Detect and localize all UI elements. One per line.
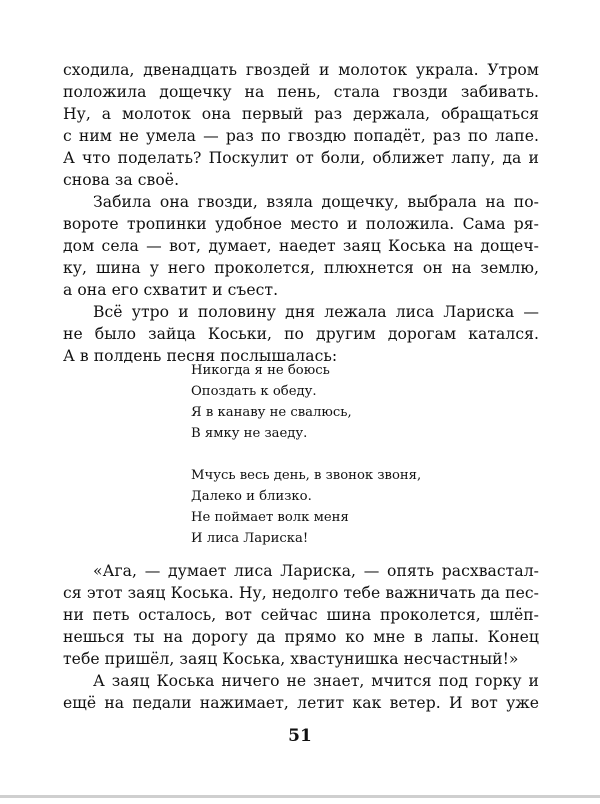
poem-line: Опоздать к обеду. (191, 384, 317, 399)
poem-line: Я в канаву не свалюсь, (191, 405, 352, 420)
text-line: снова за своё. (63, 171, 180, 189)
poem-stanza-2 (191, 465, 491, 549)
text-line: ся этот заяц Коська. Ну, недолго тебе важничать да пес- (63, 584, 539, 602)
poem-line: И лиса Лариска! (191, 531, 309, 546)
text-line: с ним не умела — раз по гвоздю попадёт, раз по лапе. (63, 127, 539, 145)
text-line: не было зайца Коськи, по другим дорогам катался. (63, 325, 539, 343)
text-line: положила дощечку на пень, стала гвозди забивать. (63, 83, 539, 101)
text-line: ещё на педали нажимает, летит как ветер. И вот уже (63, 694, 539, 712)
page-number: 51 (288, 726, 312, 746)
text-line: нешься ты на дорогу да прямо ко мне в лапы. Конец (63, 628, 539, 646)
poem-line: Мчусь весь день, в звонок звоня, (191, 468, 422, 483)
poem-line: Не поймает волк меня (191, 510, 349, 525)
text-line: а она его схватит и съест. (63, 281, 279, 299)
paragraph-4 (63, 560, 539, 670)
paragraph-5 (63, 670, 539, 714)
text-line: вороте тропинки удобное место и положила. Сама ря- (63, 215, 539, 233)
text-line: Всё утро и половину дня лежала лиса Лариска — (93, 303, 539, 321)
paragraph-2 (63, 191, 539, 301)
text-line: дом села — вот, думает, наедет заяц Коська на дощеч- (63, 237, 539, 255)
text-line: ни петь осталось, вот сейчас шина проколется, шлёп- (63, 606, 539, 624)
bottom-divider (0, 795, 600, 798)
text-line: А что поделать? Поскулит от боли, оближет лапу, да и (63, 149, 539, 167)
text-line: сходила, двенадцать гвоздей и молоток украла. Утром (63, 61, 539, 79)
poem-stanza-1 (191, 360, 491, 444)
text-line: «Ага, — думает лиса Лариска, — опять расхвастал- (93, 562, 539, 580)
text-line: А в полдень песня послышалась: (63, 347, 338, 365)
text-line: тебе пришёл, заяц Коська, хвастунишка несчастный!» (63, 650, 519, 668)
paragraph-1 (63, 59, 539, 191)
poem-line: Никогда я не боюсь (191, 363, 330, 378)
paragraph-3 (63, 301, 539, 367)
text-line: Забила она гвозди, взяла дощечку, выбрала на по- (93, 193, 539, 211)
poem-line: Далеко и близко. (191, 489, 312, 504)
text-line: ку, шина у него проколется, плюхнется он на землю, (63, 259, 539, 277)
text-line: А заяц Коська ничего не знает, мчится под горку и (93, 672, 539, 690)
text-line: Ну, а молоток она первый раз держала, обращаться (63, 105, 539, 123)
poem-line: В ямку не заеду. (191, 426, 308, 441)
